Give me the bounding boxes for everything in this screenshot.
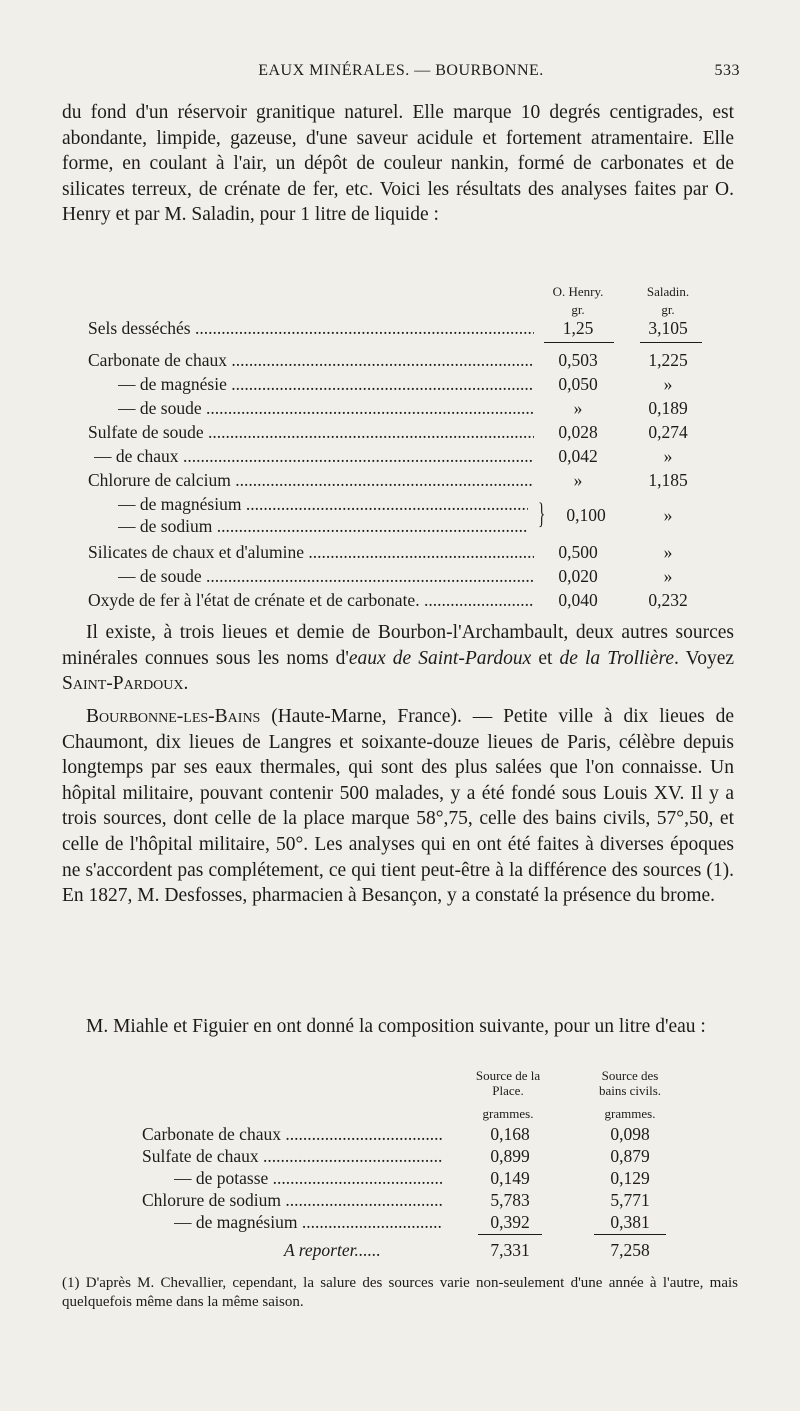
value-place: 0,168 (490, 1124, 530, 1144)
table-row (0, 422, 800, 444)
value-place: 0,392 (490, 1212, 530, 1232)
table-row-total (0, 1240, 800, 1262)
row-label: Carbonate de chaux ..... (142, 1124, 442, 1145)
value-henry: » (573, 398, 583, 418)
paragraph-saint-pardoux (62, 620, 734, 697)
footnote: (1) D'après M. Chevallier, cependant, la salure des sources varie non-seulement d'une année à l'autre, mais quelquefois même dans la même saison. (62, 1275, 738, 1310)
value-henry: 0,040 (558, 590, 598, 610)
row-label: — de chaux ..... (94, 446, 534, 467)
cross-reference: Saint-Pardoux (62, 673, 184, 695)
value-henry: 0,020 (558, 566, 598, 586)
value-saladin: » (663, 505, 673, 525)
paragraph-spring-description: du fond d'un réservoir granitique naturel. Elle marque 10 degrés centigrades, est abondante, limpide, gazeuse, d'une saveur acidule et fortement atramentaire. Elle forme, en coulant à l'air, un dépôt de couleur nankin, formé de carbonates et de silicates terreux, de crénate de fer, etc. Voici les résultats des analyses faites par O. Henry et par M. Saladin, pour 1 litre de liquide : (62, 102, 734, 226)
rule (640, 342, 702, 343)
value-bains-civils: 0,879 (610, 1146, 650, 1166)
header-line: Source des (601, 1068, 659, 1083)
row-label: Carbonate de chaux ..... (88, 350, 534, 371)
value-saladin: 0,189 (648, 398, 688, 418)
table-row (0, 318, 800, 340)
row-label: Silicates de chaux et d'alumine ..... (88, 542, 534, 563)
text: et (531, 647, 560, 669)
row-label: Chlorure de calcium ..... (88, 470, 534, 491)
value-henry: 1,25 (562, 318, 594, 338)
value-bains-civils: 0,381 (610, 1212, 650, 1232)
table-row-brace (0, 505, 800, 527)
header-line: Source de la (475, 1068, 541, 1083)
col-header-bains-civils (580, 1068, 680, 1098)
value-bains-civils: 5,771 (610, 1190, 650, 1210)
unit-henry: gr. (571, 302, 585, 317)
value-saladin: » (663, 374, 673, 394)
total-label-text: A reporter (284, 1240, 355, 1260)
text: . (183, 673, 189, 695)
rule (594, 1234, 666, 1235)
row-label: Oxyde de fer à l'état de crénate et de carbonate. ..... (88, 590, 534, 611)
row-label: — de soude ..... (118, 398, 534, 419)
value-saladin: » (663, 566, 673, 586)
total-bains-civils: 7,258 (610, 1240, 650, 1260)
value-saladin: 0,232 (648, 590, 688, 610)
col-header-place (458, 1068, 558, 1098)
rule (478, 1234, 542, 1235)
unit-place: grammes. (482, 1106, 534, 1121)
value-bains-civils: 0,129 (610, 1168, 650, 1188)
unit-saladin: gr. (661, 302, 675, 317)
brace: } (538, 497, 546, 530)
value-saladin: » (663, 542, 673, 562)
value-saladin: » (663, 446, 673, 466)
paragraph-miahle-figuier: M. Miahle et Figuier en ont donné la composition suivante, pour un litre d'eau : (86, 1016, 706, 1037)
value-saladin: 3,105 (648, 318, 688, 338)
rule (544, 342, 614, 343)
value-henry: 0,050 (558, 374, 598, 394)
paragraph-bourbonne-les-bains (62, 704, 734, 909)
row-label: — de magnésium ..... (174, 1212, 442, 1233)
value-henry: 0,028 (558, 422, 598, 442)
total-place: 7,331 (490, 1240, 530, 1260)
value-henry: 0,503 (558, 350, 598, 370)
table-row (0, 470, 800, 492)
value-henry: » (573, 470, 583, 490)
row-label: — de sodium ..... (118, 516, 528, 537)
value-place: 0,899 (490, 1146, 530, 1166)
table-row (0, 566, 800, 588)
col-header-saladin: Saladin. (646, 284, 690, 299)
running-header (62, 62, 740, 84)
value-henry: 0,100 (566, 505, 606, 525)
row-label: — de magnésie ..... (118, 374, 534, 395)
row-label: — de potasse ..... (174, 1168, 442, 1189)
total-label: A reporter...... (284, 1240, 381, 1260)
page-number: 533 (714, 62, 740, 79)
table-row (0, 1168, 800, 1190)
row-label: Chlorure de sodium ..... (142, 1190, 442, 1211)
value-place: 0,149 (490, 1168, 530, 1188)
value-henry: 0,500 (558, 542, 598, 562)
value-saladin: 1,185 (648, 470, 688, 490)
value-saladin: 1,225 (648, 350, 688, 370)
table-row (0, 374, 800, 396)
value-place: 5,783 (490, 1190, 530, 1210)
value-henry: 0,042 (558, 446, 598, 466)
row-label: — de soude ..... (118, 566, 534, 587)
row-label: — de magnésium ..... (118, 494, 528, 515)
header-line: Place. (492, 1083, 524, 1098)
table-row (0, 1190, 800, 1212)
table-row (0, 1212, 800, 1234)
value-saladin: 0,274 (648, 422, 688, 442)
table-row (0, 1124, 800, 1146)
unit-bains-civils: grammes. (604, 1106, 656, 1121)
row-label: Sulfate de chaux ..... (142, 1146, 442, 1167)
table-row (0, 542, 800, 564)
row-label: Sels desséchés ..... (88, 318, 534, 339)
table-row (0, 1146, 800, 1168)
value-bains-civils: 0,098 (610, 1124, 650, 1144)
row-label: Sulfate de soude ..... (88, 422, 534, 443)
text: . Voyez (674, 647, 735, 669)
entry-heading: Bourbonne-les-Bains (86, 706, 261, 727)
text: (Haute-Marne, France). — Petite ville à dix lieues de Chaumont, dix lieues de Langres et soixante-douze lieues de Paris, célèbre depuis longtemps par ses eaux thermales, qui sont des plus salées que l'on connaisse. Un hôpital militaire, pouvant contenir 500 malades, y a été fondé sous Louis XV. Il y a trois sources, dont celle de la place marque 58°,75, celle des bains civils, 57°,50, et celle de l'hôpital militaire, 50°. Les analyses qui en ont été faites à diverses époques ne s'accordent pas complétement, ce qui tient peut-être à la différence des sources (1). En 1827, M. Desfosses, pharmacien à Besançon, y a constaté la présence du brome. (62, 706, 734, 907)
table-row (0, 446, 800, 468)
table-row (0, 350, 800, 372)
header-line: bains civils. (598, 1083, 662, 1098)
table-row (0, 398, 800, 420)
table-row (0, 590, 800, 612)
col-header-henry: O. Henry. (552, 284, 604, 299)
running-title: EAUX MINÉRALES. — BOURBONNE. (258, 62, 544, 79)
italic-text: de la Trollière (559, 647, 675, 669)
text: Il existe, à trois lieues et demie de Bourbon-l'Archambault, deux autres sources minérales connues sous les noms d' (62, 622, 734, 669)
italic-text: eaux de Saint-Pardoux (348, 647, 532, 669)
